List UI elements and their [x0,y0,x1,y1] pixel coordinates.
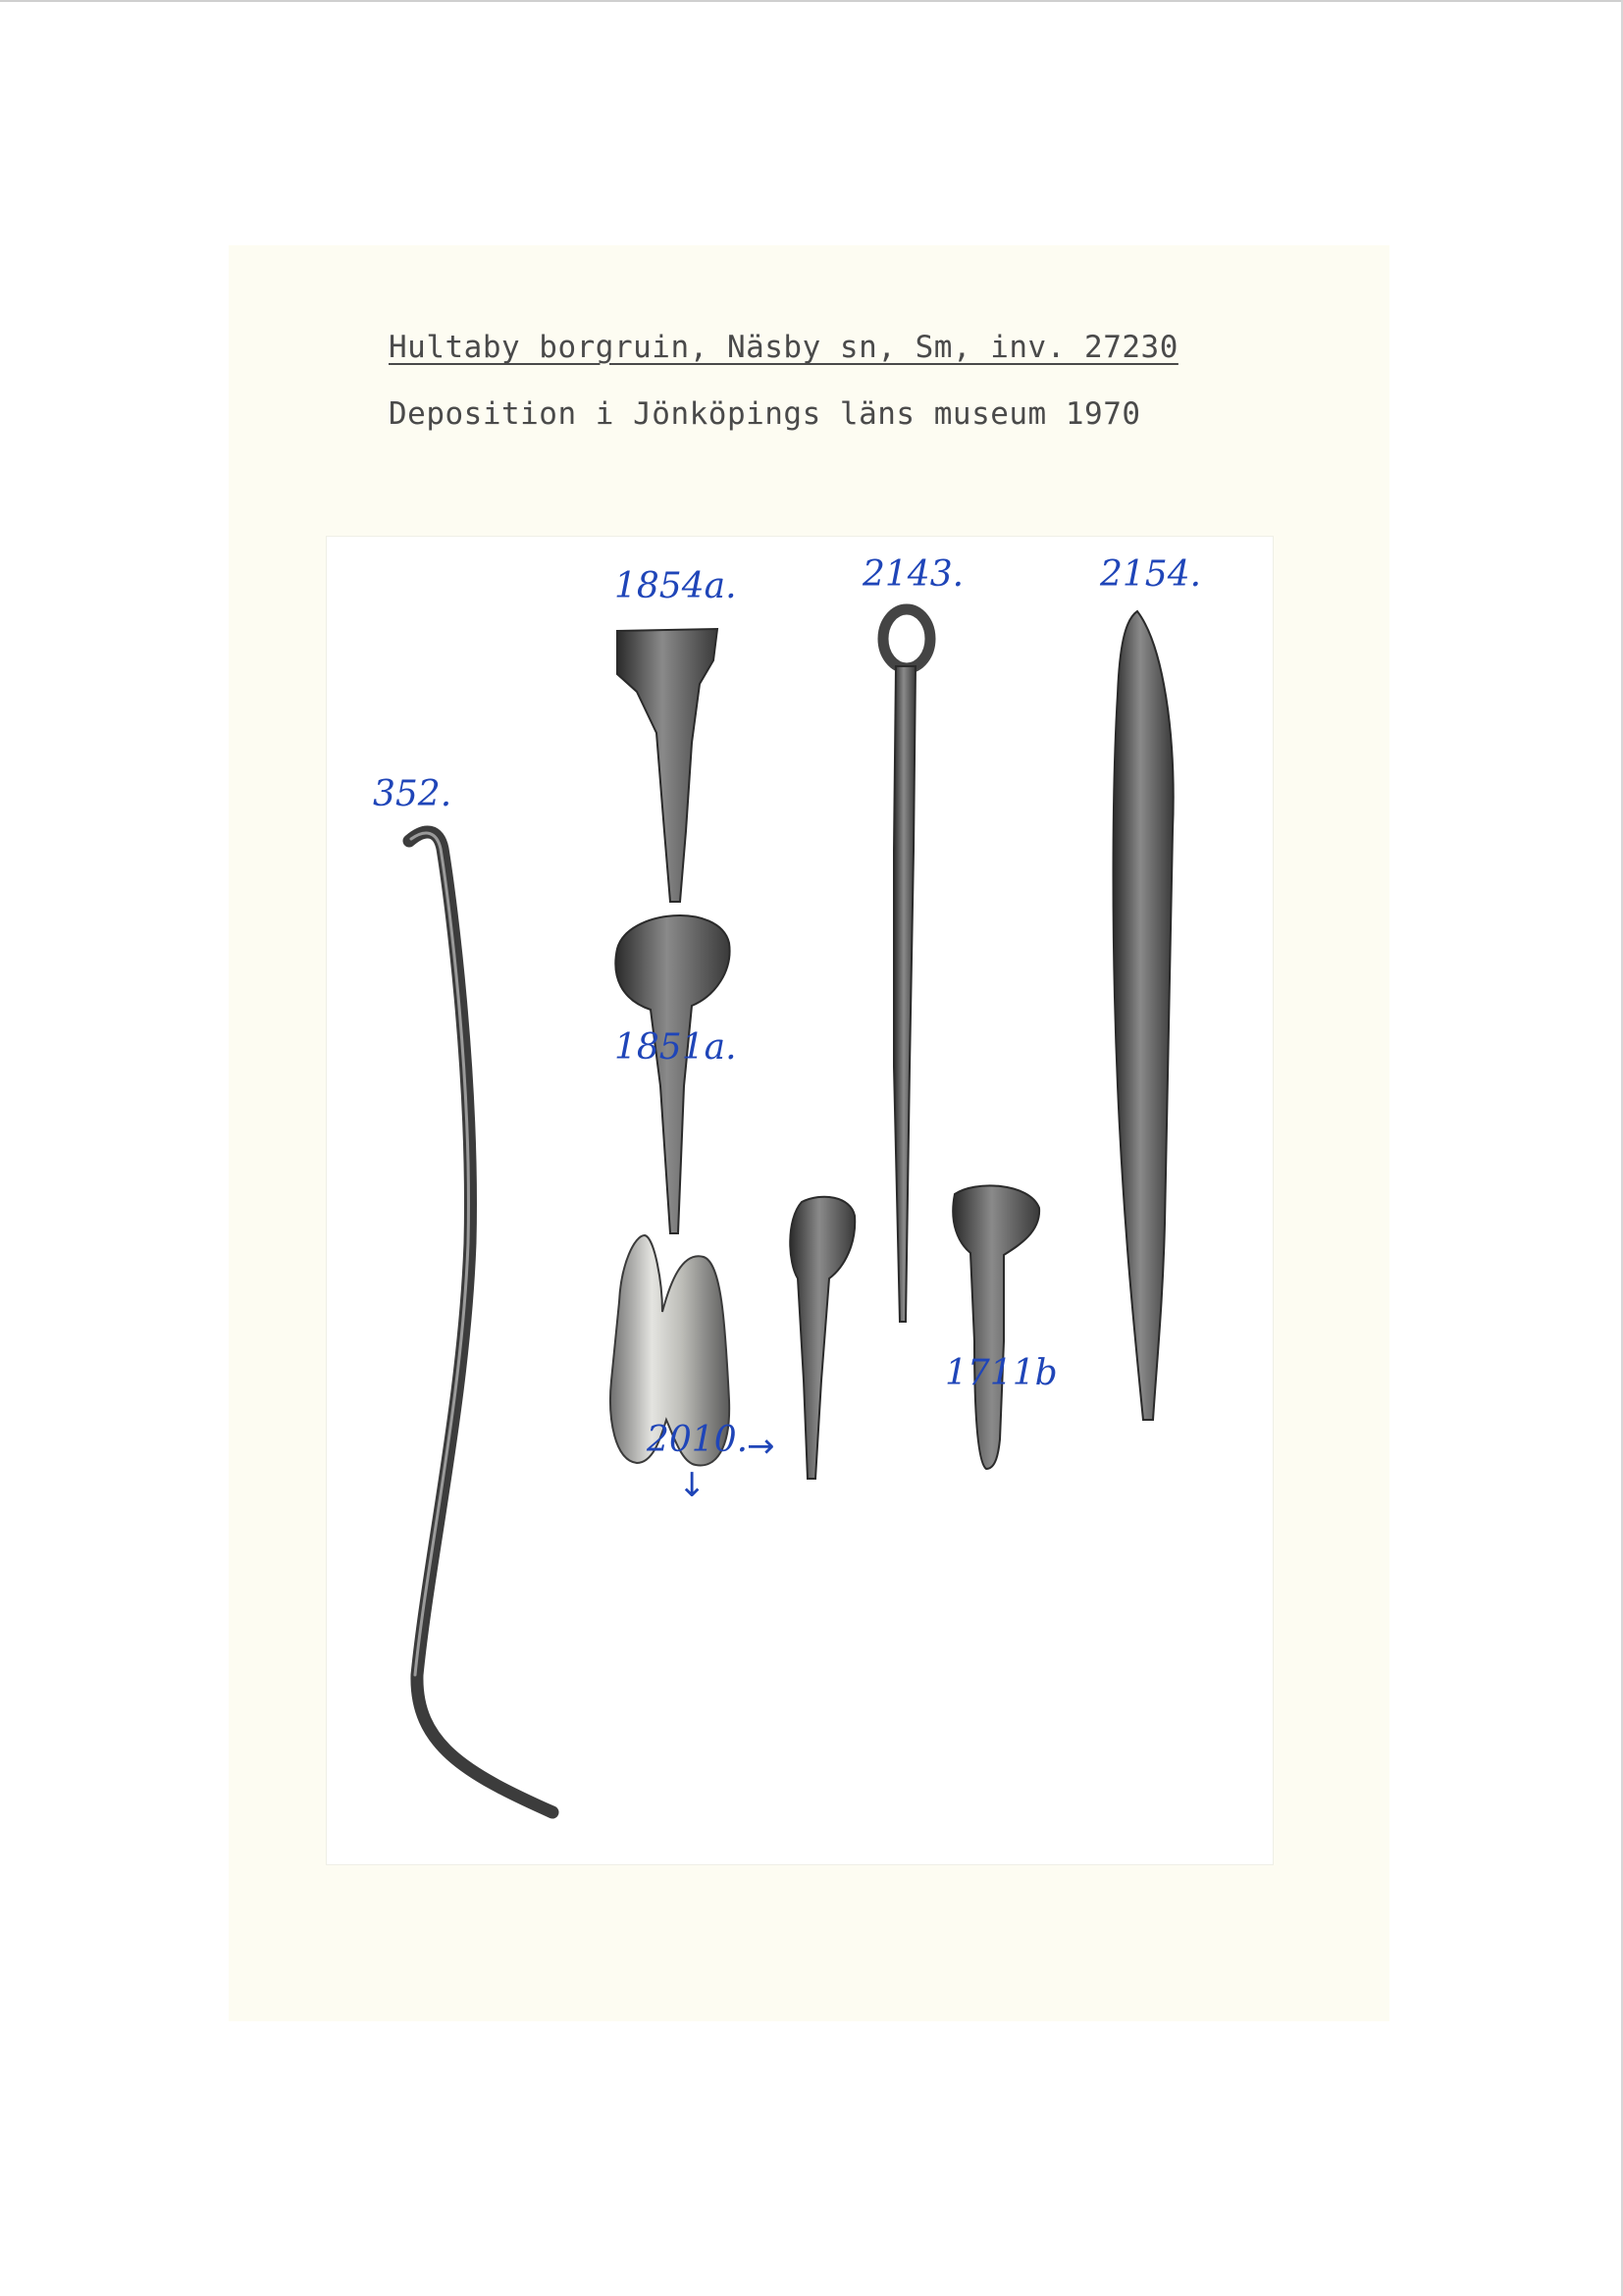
nail-1851a [615,915,729,1233]
arrow-right-icon: → [747,1427,775,1466]
inventory-label-2154: 2154. [1100,554,1202,595]
arrow-down-icon: ↓ [678,1466,707,1505]
inventory-label-1711b: 1711b [945,1353,1058,1393]
caption-deposition: Deposition i Jönköpings läns museum 1970 [389,396,1141,432]
nail-2010-b [790,1197,855,1479]
inventory-label-2010: 2010. [647,1420,749,1460]
inventory-label-2143: 2143. [863,554,965,595]
artifact-photo-drawing [327,537,1273,1864]
page-edge-top [0,0,1623,2]
inventory-label-352: 352. [373,774,452,814]
artifact-photograph [327,537,1273,1864]
nail-1854a [617,629,717,902]
hooked-rod-352 [409,832,552,1812]
caption-title: Hultaby borgruin, Näsby sn, Sm, inv. 27230 [389,330,1178,365]
inventory-label-1854a: 1854a. [614,566,737,606]
nail-1711b [953,1185,1039,1469]
iron-spike-2154 [1114,611,1174,1420]
ring-pin-2143 [883,609,930,1322]
inventory-label-1851a: 1851a. [614,1027,737,1068]
